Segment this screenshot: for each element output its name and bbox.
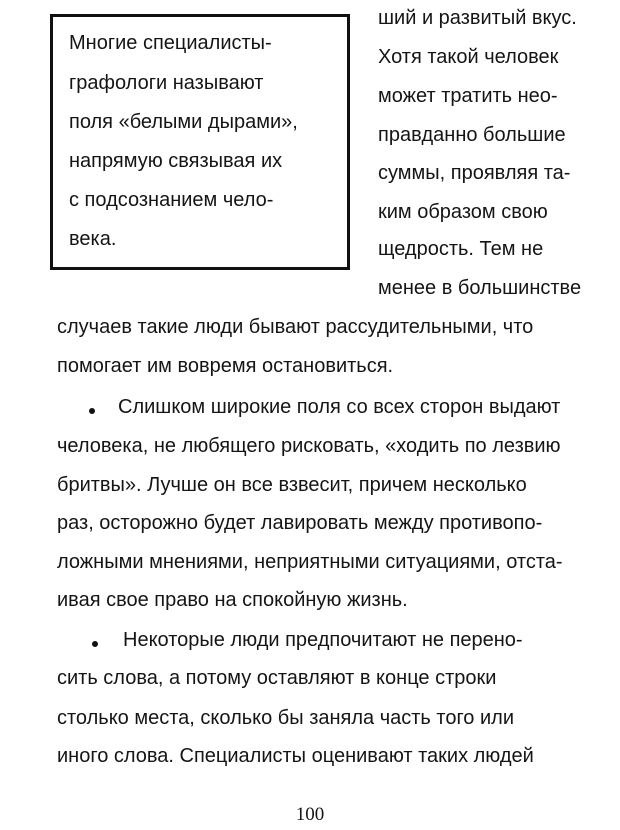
body-line: человека, не любящего рисковать, «ходить по лезвию [57, 435, 561, 457]
body-line: Некоторые люди предпочитают не перено- [123, 629, 523, 651]
body-line: Слишком широкие поля со всех сторон выдают [118, 396, 561, 418]
body-line: иного слова. Специалисты оценивают таких людей [57, 745, 534, 767]
body-line: бритвы». Лучше он все взвесит, причем несколько [57, 474, 527, 496]
column-line: ший и развитый вкус. [378, 7, 577, 29]
sidebar-line: века. [69, 228, 117, 250]
body-line: случаев такие люди бывают рассудительными, что [57, 316, 534, 338]
bullet-point [89, 408, 95, 414]
sidebar-line: Многие специалисты- [69, 32, 272, 54]
sidebar-box [50, 14, 350, 270]
body-line: сить слова, а потому оставляют в конце строки [57, 667, 497, 689]
sidebar-line: поля «белыми дырами», [69, 111, 298, 133]
column-line: может тратить нео- [378, 85, 558, 107]
sidebar-line: с подсознанием чело- [69, 189, 274, 211]
column-line: суммы, проявляя та- [378, 162, 571, 184]
column-line: щедрость. Тем не [378, 238, 544, 260]
body-line: раз, осторожно будет лавировать между противопо- [57, 512, 543, 534]
body-line: ложными мнениями, неприятными ситуациями, отста- [57, 551, 563, 573]
page-number: 100 [295, 804, 325, 825]
sidebar-line: напрямую связывая их [69, 150, 283, 172]
body-line: ивая свое право на спокойную жизнь. [57, 589, 408, 611]
column-line: Хотя такой человек [378, 46, 559, 68]
sidebar-line: графологи называют [69, 72, 264, 94]
body-line: столько места, сколько бы заняла часть того или [57, 707, 515, 729]
column-line: менее в большинстве [378, 277, 582, 299]
column-line: ким образом свою [378, 201, 548, 223]
body-line: помогает им вовремя остановиться. [57, 355, 394, 377]
bullet-point [92, 641, 98, 647]
column-line: правданно большие [378, 124, 566, 146]
